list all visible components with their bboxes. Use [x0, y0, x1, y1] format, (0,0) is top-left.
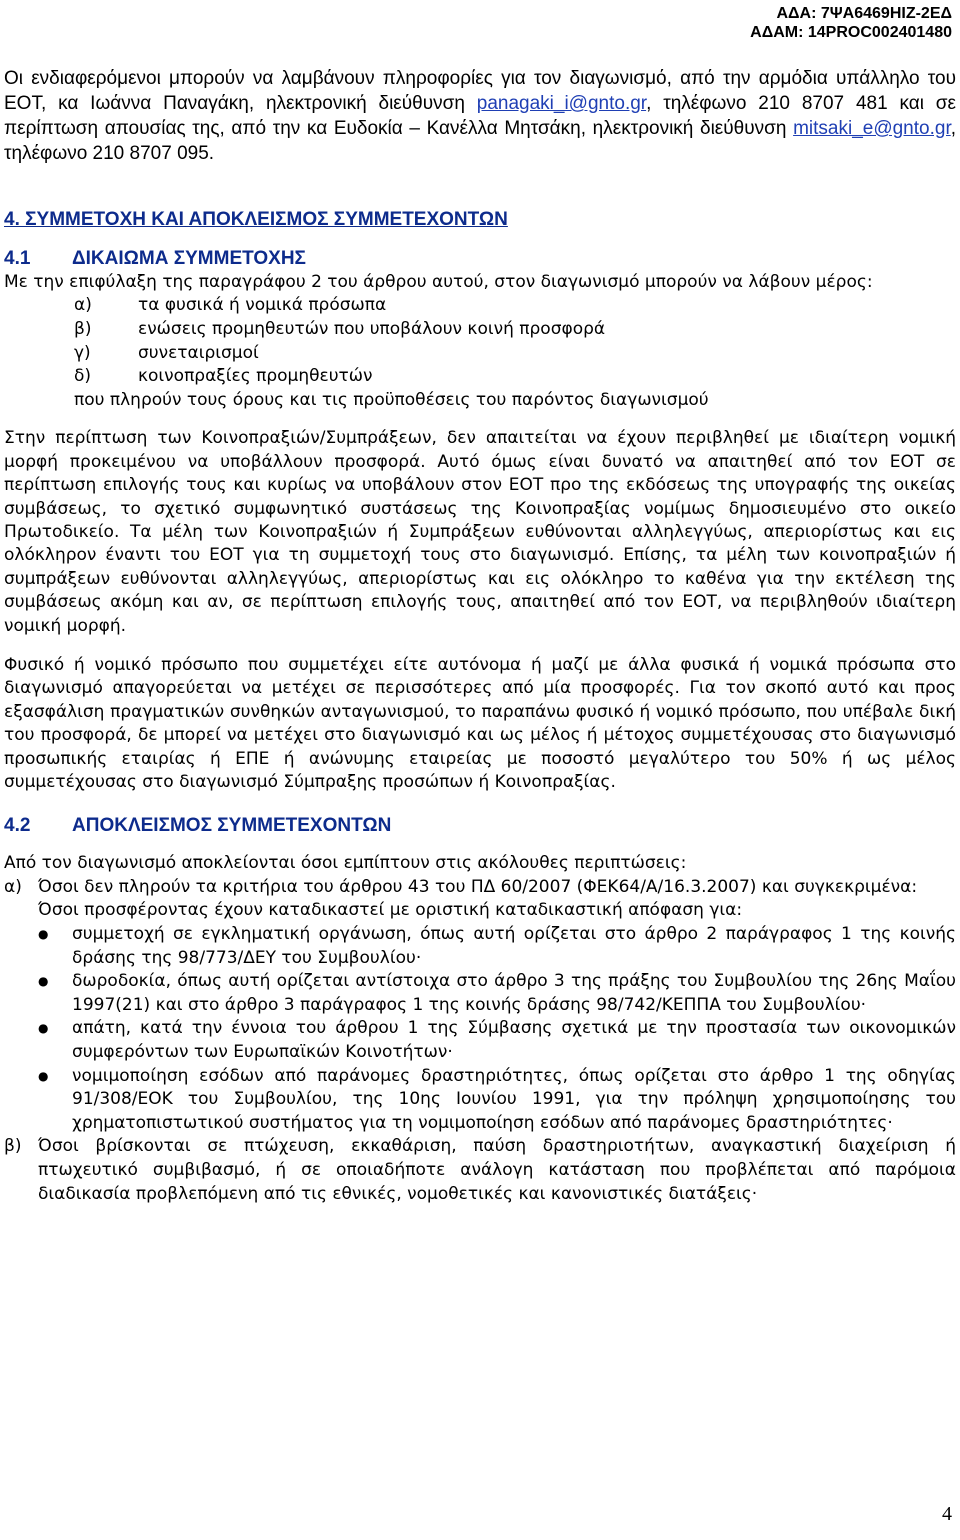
list-item [38, 1017, 956, 1064]
item-label: β) [4, 1136, 22, 1157]
option-text: κοινοπραξίες προμηθευτών [138, 366, 373, 387]
bullet-text: συμμετοχή σε εγκληματική οργάνωση, όπως αυτή ορίζεται στο άρθρο 2 παράγραφος 1 της κοινής δράσης της 98/773/ΔΕΥ του Συμβουλίου· [72, 924, 956, 968]
list-item [38, 970, 956, 1017]
section-4-2-number: 4.2 [4, 815, 31, 837]
conviction-bullet-list [4, 923, 956, 1135]
section-4-1-heading [4, 247, 956, 271]
item-text: Όσοι βρίσκονται σε πτώχευση, εκκαθάριση, παύση δραστηριοτήτων, αναγκαστική διαχείριση ή πτωχευτικό συμβιβασμό, ή σε οποιαδήποτε ανάλογη κατάσταση που προβλέπεται από παρόμοια διαδικασία προβλεπόμενη από τις εθνικές, νομοθετικές και κανονιστικές διατάξεις· [38, 1136, 956, 1204]
document-page [4, 66, 956, 1206]
list-item [74, 294, 956, 318]
adam-code: ΑΔΑΜ: 14PROC002401480 [750, 24, 952, 41]
bullet-icon: ● [38, 974, 49, 989]
section-4-1-number: 4.1 [4, 248, 31, 269]
exclusion-intro: Από τον διαγωνισμό αποκλείονται όσοι εμπίπτουν στις ακόλουθες περιπτώσεις: [4, 853, 687, 874]
option-text: συνεταιρισμοί [138, 342, 259, 363]
exclusion-item-a [4, 876, 956, 900]
option-text: τα φυσικά ή νομικά πρόσωπα [138, 295, 387, 316]
single-offer-paragraph: Φυσικό ή νομικό πρόσωπο που συμμετέχει είτε αυτόνομα ή μαζί με άλλα φυσικά ή νομικά πρόσωπα στο διαγωνισμό απαγορεύεται να μετέχει σε περισσότερες από μία προσφορές. Για τον σκοπό αυτό και προς εξασφάλιση πραγματικών συνθηκών ανταγωνισμού, το παραπάνω φυσικό ή νομικό πρόσωπο, που υπέβαλε δική του προσφορά, δε μπορεί να μετέχει στο διαγωνισμό και ως μέλος ή μέτοχος συμμετέχουσας στο διαγωνισμό προσωπικής εταιρίας ή ΕΠΕ ή ανώνυμης εταιρείας με ποσοστό μεγαλύτερο του 50% ή ως μέλος συμμετέχουσας στο διαγωνισμό Σύμπραξης προσώπων ή Κοινοπραξίας. [4, 655, 956, 793]
intro-text-3: , τηλέφωνο 210 8707 095. [4, 118, 956, 164]
option-label: δ) [74, 366, 92, 387]
bullet-text: νομιμοποίηση εσόδων από παράνομες δραστηριότητες, όπως ορίζεται στο άρθρο 1 της οδηγίας 91/308/ΕΟΚ του Συμβουλίου, της 10ης Ιουνίου 1991, για την πρόληψη χρησιμοποίησης του χρηματοπιστωτικού συστήματος για τη νομιμοποίηση εσόδων από παράνομες δραστηριότητες· [72, 1065, 956, 1133]
contact-info-paragraph [4, 66, 956, 166]
bullet-text: δωροδοκία, όπως αυτή ορίζεται αντίστοιχα στο άρθρο 3 της πράξης του Συμβουλίου της 26ης Μαΐου 1997(21) και στο άρθρο 3 παράγραφος 1 της κοινής δράσης 98/742/ΚΕΠΠΑ του Συμβουλίου· [72, 971, 956, 1015]
exclusion-item-a-sub: Όσοι προσφέροντας έχουν καταδικαστεί με οριστική καταδικαστική απόφαση για: [38, 900, 743, 921]
option-label: β) [74, 319, 92, 339]
list-item [74, 342, 956, 366]
list-item [38, 923, 956, 970]
participant-options-list [4, 294, 956, 388]
list-item [38, 1065, 956, 1136]
bullet-text: απάτη, κατά την έννοια του άρθρου 1 της Σύμβασης σχετικά με την προστασία των οικονομικών συμφερόντων των Ευρωπαϊκών Κοινοτήτων· [72, 1018, 956, 1063]
exclusion-item-b [4, 1135, 956, 1206]
section-4-1-title: ΔΙΚΑΙΩΜΑ ΣΥΜΜΕΤΟΧΗΣ [72, 248, 306, 269]
participation-intro: Με την επιφύλαξη της παραγράφου 2 του άρθρου αυτού, στον διαγωνισμό μπορούν να λάβουν μέρος: [4, 272, 873, 292]
bullet-icon: ● [38, 1021, 49, 1036]
email-link-panagaki[interactable]: panagaki_i@gnto.gr [476, 93, 647, 114]
bullet-icon: ● [38, 927, 49, 942]
item-text: Όσοι δεν πληρούν τα κριτήρια του άρθρου 43 του ΠΔ 60/2007 (ΦΕΚ64/Α/16.3.2007) και συγκεκριμένα: [38, 876, 918, 897]
list-item [74, 365, 956, 389]
participation-condition: που πληρούν τους όρους και τις προϋποθέσεις του παρόντος διαγωνισμού [74, 389, 709, 410]
option-label: γ) [74, 342, 91, 363]
section-4-2-title: ΑΠΟΚΛΕΙΣΜΟΣ ΣΥΜΜΕΤΕΧΟΝΤΩΝ [72, 815, 392, 837]
section-4-heading: 4. ΣΥΜΜΕΤΟΧΗ ΚΑΙ ΑΠΟΚΛΕΙΣΜΟΣ ΣΥΜΜΕΤΕΧΟΝΤΩΝ [4, 209, 508, 230]
joint-ventures-paragraph: Στην περίπτωση των Κοινοπραξιών/Συμπράξεων, δεν απαιτείται να έχουν περιβληθεί με ιδιαίτερη νομική μορφή προκειμένου να υποβάλλουν προσφορά. Αυτό όμως είναι δυνατό να απαιτηθεί από τον ΕΟΤ σε περίπτωση επιλογής τους και κυρίως να υποβάλουν στον ΕΟΤ προ της εκδόσεως της υπογραφής της οικείας συμβάσεως, το σχετικό συμφωνητικό συστάσεως της Κοινοπραξίας νομίμως δημοσιευμένο στο οικείο Πρωτοδικείο. Τα μέλη των Κοινοπραξιών ή Συμπράξεων ευθύνονται αλληλεγγύως, απεριορίστως και εις ολόκληρον έναντι του ΕΟΤ για τη συμμετοχή τους στο διαγωνισμό. Επίσης, τα μέλη των κοινοπραξιών ή συμπράξεων ευθύνονται αλληλεγγύως, απεριορίστως και εις ολόκληρο το καθένα για την εκτέλεση της συμβάσεως ακόμη και αν, σε περίπτωση επιλογής τους, απαιτηθεί από τον ΕΟΤ, να περιβληθούν ιδιαίτερη νομική μορφή. [4, 428, 956, 636]
list-item [74, 318, 956, 342]
email-link-mitsaki[interactable]: mitsaki_e@gnto.gr [793, 118, 951, 139]
ada-header [750, 4, 952, 42]
bullet-icon: ● [38, 1068, 49, 1083]
section-4-2-heading [4, 814, 956, 838]
intro-text-1: Οι ενδιαφερόμενοι μπορούν να λαμβάνουν πληροφορίες για τον διαγωνισμό, από την αρμόδια υπάλληλο του ΕΟΤ, κα Ιωάννα Παναγάκη, ηλεκτρονική διεύθυνση [4, 68, 956, 114]
option-label: α) [74, 295, 92, 316]
page-number: 4 [942, 1503, 952, 1525]
ada-code: ΑΔΑ: 7ΨΑ6469ΗΙΖ-2ΕΔ [776, 5, 952, 22]
option-text: ενώσεις προμηθευτών που υποβάλουν κοινή προσφορά [138, 319, 606, 339]
intro-text-2: , τηλέφωνο 210 8707 481 και σε περίπτωση απουσίας της, από την κα Ευδοκία – Κανέλλα Μητσάκη, ηλεκτρονική διεύθυνση [4, 93, 956, 139]
item-label: α) [4, 876, 22, 897]
